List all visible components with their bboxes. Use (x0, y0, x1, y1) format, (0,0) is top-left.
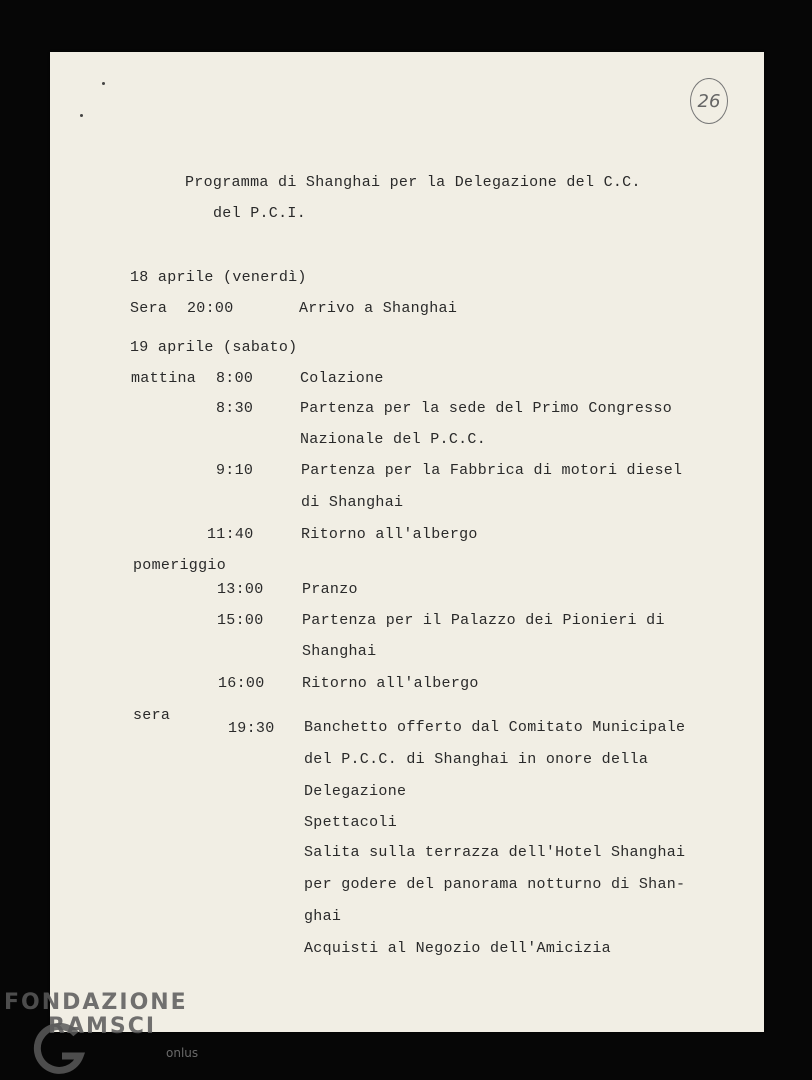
time: 19:30 (228, 720, 275, 737)
event-text: Delegazione (304, 783, 407, 800)
time: 20:00 (187, 300, 234, 317)
time: 11:40 (207, 526, 254, 543)
watermark-title: FONDAZIONE (4, 990, 188, 1015)
time: 8:00 (216, 370, 254, 387)
period-label: Sera (130, 300, 168, 317)
event-text: Banchetto offerto dal Comitato Municipale (304, 719, 686, 736)
event-text: per godere del panorama notturno di Shan- (304, 876, 686, 893)
event-text: Partenza per il Palazzo dei Pionieri di (302, 612, 665, 629)
title-line-2: del P.C.I. (213, 205, 307, 222)
event-text: Arrivo a Shanghai (299, 300, 458, 317)
period-label: sera (133, 707, 171, 724)
event-text: del P.C.C. di Shanghai in onore della (304, 751, 649, 768)
event-text: Ritorno all'albergo (302, 675, 479, 692)
event-text: Partenza per la sede del Primo Congresso (300, 400, 673, 417)
time: 9:10 (216, 462, 254, 479)
watermark-suffix: onlus (166, 1046, 199, 1060)
event-text: Partenza per la Fabbrica di motori diesel (301, 462, 683, 479)
event-text: Acquisti al Negozio dell'Amicizia (304, 940, 611, 957)
document-page (50, 52, 764, 1032)
day-header: 18 aprile (venerdì) (130, 269, 307, 286)
event-text: Shanghai (302, 643, 377, 660)
event-text: Salita sulla terrazza dell'Hotel Shanghai (304, 844, 686, 861)
title-line-1: Programma di Shanghai per la Delegazione del C.C. (185, 174, 641, 191)
event-text: Colazione (300, 370, 384, 387)
period-label: pomeriggio (133, 557, 227, 574)
day-header: 19 aprile (sabato) (130, 339, 298, 356)
time: 8:30 (216, 400, 254, 417)
event-text: Nazionale del P.C.C. (300, 431, 487, 448)
fondazione-gramsci-watermark (4, 990, 204, 1075)
event-text: Pranzo (302, 581, 358, 598)
period-label: mattina (131, 370, 197, 387)
staple-mark (102, 82, 105, 85)
time: 13:00 (217, 581, 264, 598)
time: 15:00 (217, 612, 264, 629)
time: 16:00 (218, 675, 265, 692)
event-text: Spettacoli (304, 814, 398, 831)
staple-mark (80, 114, 83, 117)
event-text: ghai (304, 908, 342, 925)
page-number: 26 (690, 78, 728, 124)
watermark-subtitle: RAMSCI (48, 1014, 157, 1039)
event-text: di Shanghai (301, 494, 404, 511)
event-text: Ritorno all'albergo (301, 526, 478, 543)
